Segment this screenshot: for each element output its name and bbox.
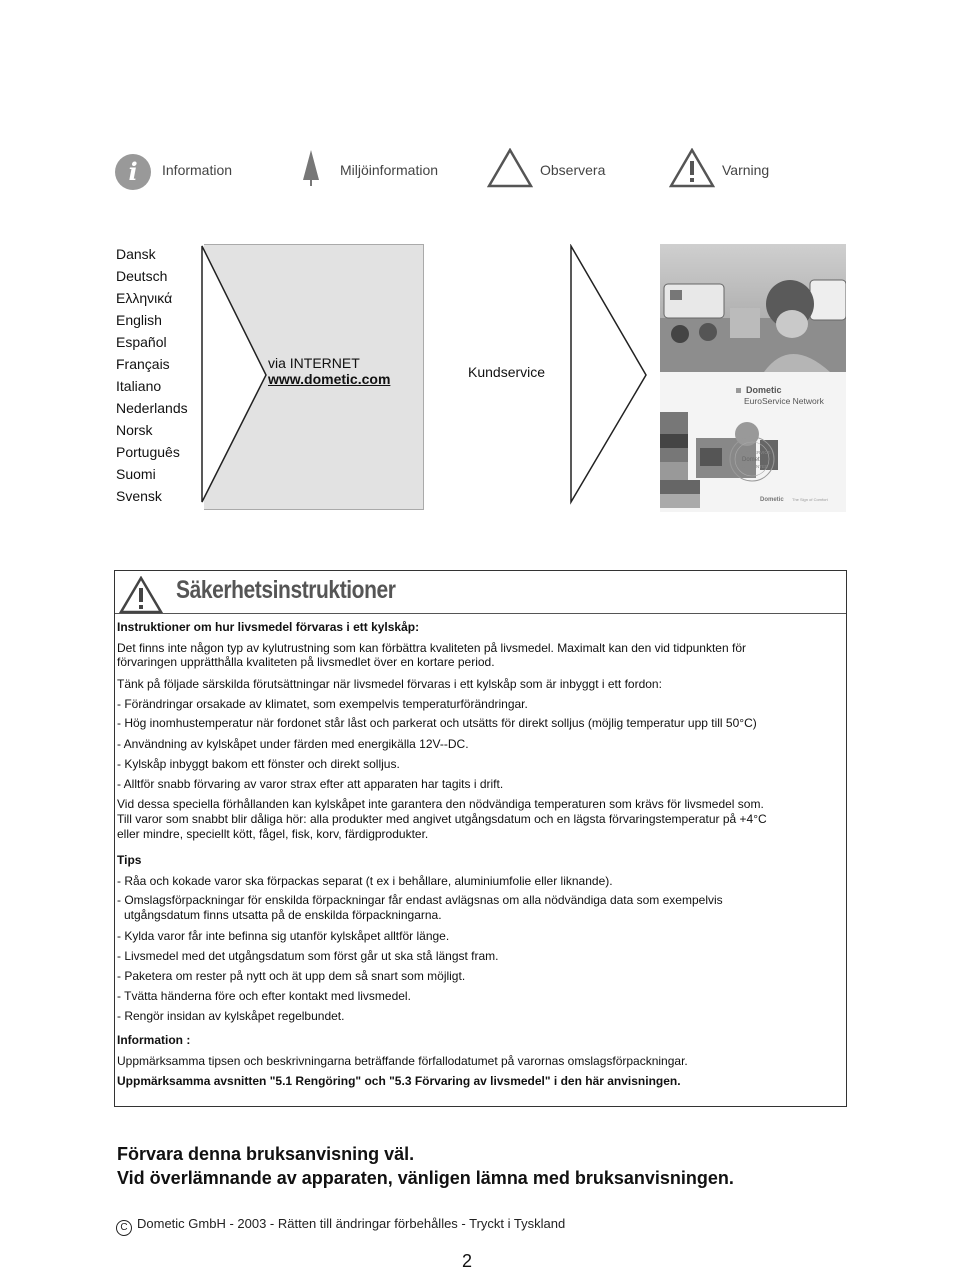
tip-item: - Omslagsförpackningar för enskilda förpackningar får endast avlägsnas om alla nödvändiga data som exempelvis: [117, 893, 723, 907]
arrow-chevron-icon: [568, 244, 650, 506]
paragraph-line: Till varor som snabbt blir dåliga hör: alla produkter med angivet utgångsdatum och en lägsta förvaringstemperatur på +4°C: [117, 812, 767, 826]
condition-item: - Förändringar orsakade av klimatet, som exempelvis temperaturförändringar.: [117, 697, 528, 711]
arrow-chevron-icon: [198, 244, 270, 506]
legend-environment: Miljöinformation: [340, 162, 439, 178]
condition-item: - Användning av kylskåpet under färden med energikälla 12V--DC.: [117, 737, 469, 751]
condition-item: - Hög inomhustemperatur när fordonet står låst och parkerat och utsätts för direkt solljus (möjlig temperatur upp till 50°C): [117, 716, 757, 730]
page-number: 2: [462, 1251, 473, 1271]
seal-bot-text: GUARANTEE: [740, 464, 769, 469]
kundservice-label: Kundservice: [468, 364, 546, 380]
observe-triangle-icon: [487, 148, 533, 188]
information-line: Uppmärksamma tipsen och beskrivningarna beträffande förfallodatumet på varornas omslagsförpackningar.: [117, 1054, 688, 1068]
euroservice-brochure-image: [660, 244, 846, 512]
tip-item-continued: utgångsdatum finns utsatta på de enskilda förpackningarna.: [124, 908, 442, 922]
warning-triangle-icon: [119, 576, 163, 614]
safety-title: Säkerhetsinstruktioner: [176, 576, 396, 604]
language-list: [116, 244, 202, 508]
information-icon: i: [115, 154, 151, 190]
tip-item: - Råa och kokade varor ska förpackas separat (t ex i behållare, aluminiumfolie eller liknande).: [117, 874, 613, 888]
safety-subtitle: Instruktioner om hur livsmedel förvaras i ett kylskåp:: [117, 620, 420, 634]
tip-item: - Tvätta händerna före och efter kontakt med livsmedel.: [117, 989, 411, 1003]
tip-item: - Kylda varor får inte befinna sig utanför kylskåpet alltför länge.: [117, 929, 450, 943]
footer: [116, 1216, 565, 1236]
via-label: via INTERNET: [268, 355, 360, 371]
paragraph-line: Det finns inte någon typ av kylutrustning som kan förbättra kvaliteten på livsmedel. Maximalt kan den vid tidpunkten för: [117, 641, 746, 655]
legend-warning: Varning: [722, 162, 770, 178]
tip-item: - Rengör insidan av kylskåpet regelbundet.: [117, 1009, 345, 1023]
handover-note: Vid överlämnande av apparaten, vänligen lämna med bruksanvisningen.: [117, 1168, 734, 1188]
language-item: Português: [116, 444, 180, 460]
seal-top-text: EUROSERVICE: [738, 450, 771, 455]
paragraph-line: förvaringen upprätthålla kvaliteten på livsmedlet över en kortare period.: [117, 655, 495, 669]
paragraph-line: Vid dessa speciella förhållanden kan kylskåpet inte garantera den nödvändiga temperaturen som krävs för livsmedel som.: [117, 797, 764, 811]
language-item: Italiano: [116, 378, 162, 394]
via-internet: [268, 355, 390, 387]
tip-item: - Paketera om rester på nytt och ät upp dem så snart som möjligt.: [117, 969, 466, 983]
brochure-footer-tagline: The Sign of Comfort: [792, 497, 828, 502]
language-item: English: [116, 312, 162, 328]
paragraph-line: Tänk på följade särskilda förutsättningar när livsmedel förvaras i ett kylskåp som är inbyggt i ett fordon:: [117, 677, 662, 691]
tip-item: - Livsmedel med det utgångsdatum som först går ut ska stå längst fram.: [117, 949, 499, 963]
information-line-bold: Uppmärksamma avsnitten "5.1 Rengöring" och "5.3 Förvaring av livsmedel" i den här anvisningen.: [117, 1074, 681, 1088]
language-item: Norsk: [116, 422, 153, 438]
seal-mid-text: Dometic: [742, 457, 765, 463]
language-item: Ελληνικά: [116, 290, 173, 306]
legend-information: Information: [162, 162, 233, 178]
information-heading: Information :: [117, 1033, 191, 1047]
tips-heading: Tips: [117, 853, 142, 867]
tree-icon: [302, 150, 320, 186]
website-link[interactable]: www.dometic.com: [268, 371, 391, 387]
language-item: Svensk: [116, 488, 162, 504]
language-item: Nederlands: [116, 400, 188, 416]
copyright-icon: C: [116, 1220, 132, 1236]
keep-manual-note: Förvara denna bruksanvisning väl.: [117, 1144, 415, 1164]
condition-item: - Alltför snabb förvaring av varor strax efter att apparaten har tagits i drift.: [117, 777, 504, 791]
legend-observe: Observera: [540, 162, 606, 178]
warning-triangle-icon: [669, 148, 715, 188]
paragraph-line: eller mindre, speciellt kött, fågel, fisk, korv, färdigprodukter.: [117, 827, 429, 841]
language-item: Deutsch: [116, 268, 168, 284]
footer-text: Dometic GmbH - 2003 - Rätten till ändringar förbehålles - Tryckt i Tyskland: [137, 1216, 566, 1231]
language-item: Español: [116, 334, 167, 350]
condition-item: - Kylskåp inbyggt bakom ett fönster och direkt solljus.: [117, 757, 400, 771]
language-item: Français: [116, 356, 170, 372]
brochure-photo-collage: [660, 244, 846, 512]
brochure-brand: Dometic: [746, 385, 782, 395]
brochure-network: EuroService Network: [744, 396, 824, 406]
language-item: Suomi: [116, 466, 156, 482]
language-item: Dansk: [116, 246, 156, 262]
title-divider: [115, 613, 846, 614]
brochure-footer-brand: Dometic: [760, 497, 784, 503]
